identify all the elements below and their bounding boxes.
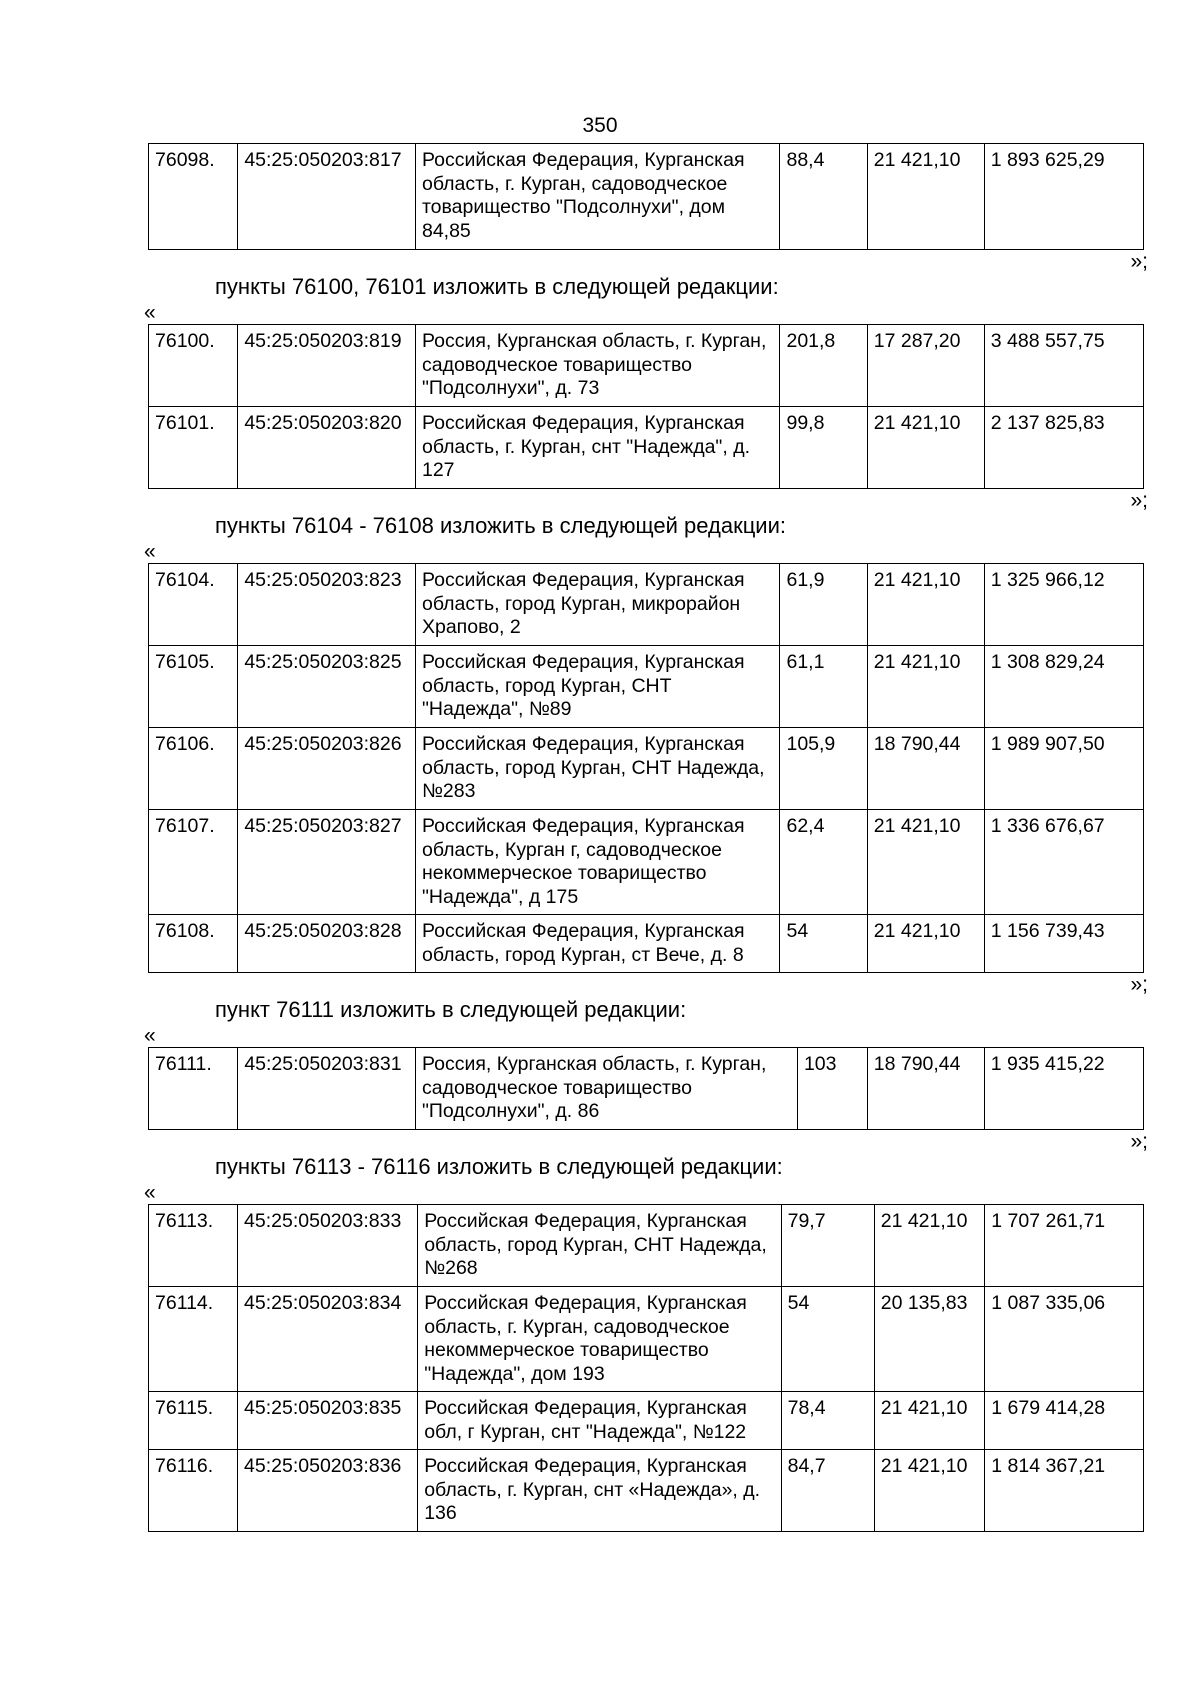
address: Российская Федерация, Курганская область, город Курган, микрорайон Храпово, 2: [415, 564, 780, 646]
cadastral-number: 45:25:050203:835: [238, 1392, 418, 1450]
cadastral-number: 45:25:050203:828: [238, 915, 416, 973]
closing-quote: »;: [1130, 973, 1148, 996]
row-number: 76104.: [149, 564, 238, 646]
closing-quote: »;: [1130, 250, 1148, 273]
area: 78,4: [781, 1392, 874, 1450]
cadastral-value: 1 336 676,67: [984, 810, 1143, 915]
opening-quote: «: [144, 1181, 156, 1204]
table-row: [149, 728, 1144, 810]
area: 88,4: [780, 144, 867, 250]
table-row: [149, 915, 1144, 973]
row-number: 76116.: [149, 1450, 238, 1532]
unit-price: 17 287,20: [867, 325, 984, 407]
cadastral-value: 1 814 367,21: [985, 1450, 1144, 1532]
register-table: [148, 143, 1144, 250]
address: Российская Федерация, Курганская область, город Курган, СНТ Надежда, №283: [415, 728, 780, 810]
table-row: [149, 144, 1144, 250]
area: 99,8: [780, 407, 867, 489]
row-number: 76098.: [149, 144, 238, 250]
area: 61,9: [780, 564, 867, 646]
address: Российская Федерация, Курганская область, г. Курган, садоводческое некоммерческое товарищество "Надежда", дом 193: [418, 1287, 781, 1392]
address: Российская Федерация, Курганская область, город Курган, ст Вече, д. 8: [415, 915, 780, 973]
row-number: 76100.: [149, 325, 238, 407]
address: Россия, Курганская область, г. Курган, садоводческое товарищество "Подсолнухи", д. 86: [415, 1048, 797, 1130]
address: Российская Федерация, Курганская область, г. Курган, снт «Надежда», д. 136: [418, 1450, 781, 1532]
table-row: [149, 564, 1144, 646]
cadastral-number: 45:25:050203:836: [238, 1450, 418, 1532]
address: Россия, Курганская область, г. Курган, садоводческое товарищество "Подсолнухи", д. 73: [415, 325, 780, 407]
amendment-instruction: пункт 76111 изложить в следующей редакции:: [215, 997, 687, 1022]
table-row: [149, 1392, 1144, 1450]
unit-price: 20 135,83: [874, 1287, 985, 1392]
address: Российская Федерация, Курганская область, город Курган, СНТ "Надежда", №89: [415, 646, 780, 728]
area: 84,7: [781, 1450, 874, 1532]
table-row: [149, 1450, 1144, 1532]
cadastral-value: 1 989 907,50: [984, 728, 1143, 810]
amendment-instruction: пункты 76104 - 76108 изложить в следующей редакции:: [215, 513, 787, 538]
unit-price: 18 790,44: [867, 1048, 984, 1130]
opening-quote: «: [144, 301, 156, 324]
cadastral-value: 1 156 739,43: [984, 915, 1143, 973]
row-number: 76106.: [149, 728, 238, 810]
cadastral-number: 45:25:050203:819: [238, 325, 416, 407]
address: Российская Федерация, Курганская область, Курган г, садоводческое некоммерческое товарищество "Надежда", д 175: [415, 810, 780, 915]
unit-price: 21 421,10: [874, 1392, 985, 1450]
area: 79,7: [781, 1205, 874, 1287]
opening-quote: «: [144, 540, 156, 563]
cadastral-value: 1 893 625,29: [984, 144, 1143, 250]
closing-quote: »;: [1130, 1130, 1148, 1153]
unit-price: 21 421,10: [867, 144, 984, 250]
cadastral-value: 1 679 414,28: [985, 1392, 1144, 1450]
area: 103: [797, 1048, 867, 1130]
area: 61,1: [780, 646, 867, 728]
row-number: 76101.: [149, 407, 238, 489]
cadastral-value: 1 308 829,24: [984, 646, 1143, 728]
page-number: 350: [582, 114, 618, 137]
area: 54: [780, 915, 867, 973]
address: Российская Федерация, Курганская область, город Курган, СНТ Надежда, №268: [418, 1205, 781, 1287]
row-number: 76107.: [149, 810, 238, 915]
opening-quote: «: [144, 1024, 156, 1047]
unit-price: 21 421,10: [867, 407, 984, 489]
cadastral-number: 45:25:050203:833: [238, 1205, 418, 1287]
address: Российская Федерация, Курганская область, г. Курган, садоводческое товарищество "Подсолнухи", дом 84,85: [415, 144, 780, 250]
row-number: 76114.: [149, 1287, 238, 1392]
register-table: [148, 1204, 1144, 1532]
row-number: 76113.: [149, 1205, 238, 1287]
table-row: [149, 810, 1144, 915]
row-number: 76105.: [149, 646, 238, 728]
table-row: [149, 1287, 1144, 1392]
cadastral-number: 45:25:050203:834: [238, 1287, 418, 1392]
unit-price: 21 421,10: [867, 810, 984, 915]
register-table: [148, 324, 1144, 489]
table-row: [149, 325, 1144, 407]
unit-price: 21 421,10: [874, 1205, 985, 1287]
area: 54: [781, 1287, 874, 1392]
unit-price: 18 790,44: [867, 728, 984, 810]
amendment-instruction: пункты 76113 - 76116 изложить в следующей редакции:: [215, 1154, 783, 1179]
row-number: 76111.: [149, 1048, 238, 1130]
table-row: [149, 1048, 1144, 1130]
unit-price: 21 421,10: [867, 646, 984, 728]
address: Российская Федерация, Курганская обл, г Курган, снт "Надежда", №122: [418, 1392, 781, 1450]
register-table: [148, 563, 1144, 973]
area: 201,8: [780, 325, 867, 407]
cadastral-number: 45:25:050203:827: [238, 810, 416, 915]
table-row: [149, 646, 1144, 728]
unit-price: 21 421,10: [867, 564, 984, 646]
closing-quote: »;: [1130, 489, 1148, 512]
unit-price: 21 421,10: [874, 1450, 985, 1532]
cadastral-value: 3 488 557,75: [984, 325, 1143, 407]
register-table: [148, 1047, 1144, 1130]
cadastral-value: 1 087 335,06: [985, 1287, 1144, 1392]
row-number: 76115.: [149, 1392, 238, 1450]
amendment-instruction: пункты 76100, 76101 изложить в следующей редакции:: [215, 274, 779, 299]
area: 105,9: [780, 728, 867, 810]
cadastral-value: 1 325 966,12: [984, 564, 1143, 646]
cadastral-number: 45:25:050203:817: [238, 144, 416, 250]
cadastral-number: 45:25:050203:820: [238, 407, 416, 489]
table-row: [149, 407, 1144, 489]
cadastral-number: 45:25:050203:831: [238, 1048, 416, 1130]
cadastral-number: 45:25:050203:823: [238, 564, 416, 646]
area: 62,4: [780, 810, 867, 915]
table-row: [149, 1205, 1144, 1287]
cadastral-number: 45:25:050203:826: [238, 728, 416, 810]
cadastral-value: 1 707 261,71: [985, 1205, 1144, 1287]
row-number: 76108.: [149, 915, 238, 973]
cadastral-number: 45:25:050203:825: [238, 646, 416, 728]
unit-price: 21 421,10: [867, 915, 984, 973]
address: Российская Федерация, Курганская область, г. Курган, снт "Надежда", д. 127: [415, 407, 780, 489]
document-body: [144, 143, 1148, 1532]
cadastral-value: 2 137 825,83: [984, 407, 1143, 489]
cadastral-value: 1 935 415,22: [984, 1048, 1143, 1130]
